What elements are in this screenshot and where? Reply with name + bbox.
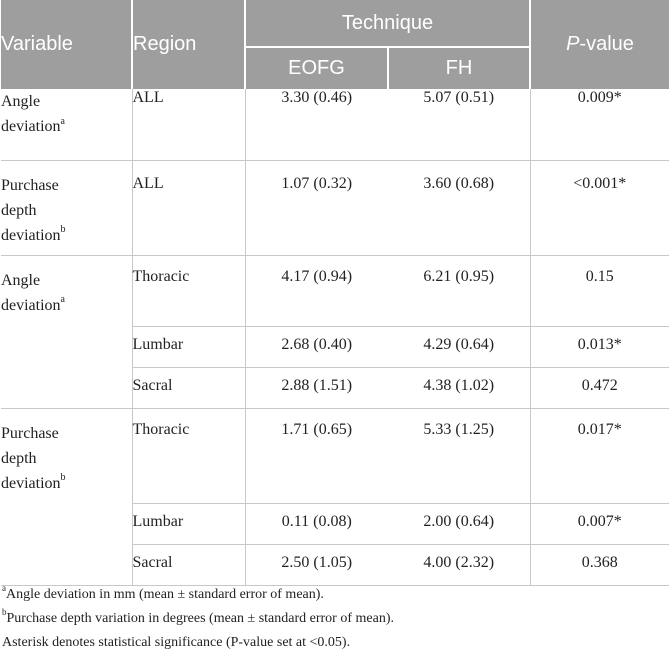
p-value-cell: <0.001* xyxy=(530,160,669,255)
table-footnotes xyxy=(2,583,394,655)
header-fh: FH xyxy=(388,47,530,89)
footnote-b: $^b$Purchase depth variation in degrees (mean ± standard error of mean). xyxy=(2,607,394,626)
variable-cell: Angle deviation$^a$ xyxy=(1,89,132,160)
p-value-cell: 0.017* xyxy=(530,408,669,503)
eofg-cell: 1.71 (0.65) xyxy=(245,408,388,503)
table-row xyxy=(1,255,669,326)
eofg-cell: 2.88 (1.51) xyxy=(245,367,388,408)
p-value-cell: 0.013* xyxy=(530,326,669,367)
eofg-cell: 4.17 (0.94) xyxy=(245,255,388,326)
header-p-italic: P xyxy=(566,33,580,55)
header-variable: Variable xyxy=(1,0,132,89)
p-value-cell: 0.472 xyxy=(530,367,669,408)
table-row xyxy=(1,160,669,255)
fh-cell: 5.07 (0.51) xyxy=(388,89,530,160)
header-eofg: EOFG xyxy=(245,47,388,89)
footnote-asterisk: Asterisk denotes statistical significance (P-value set at <0.05). xyxy=(2,635,351,650)
fh-cell: 4.29 (0.64) xyxy=(388,326,530,367)
header-technique: Technique xyxy=(245,0,530,47)
region-cell: ALL xyxy=(132,89,245,160)
region-cell: Sacral xyxy=(132,367,245,408)
variable-cell: Purchase depth deviation$^b$ xyxy=(1,408,132,585)
header-region: Region xyxy=(132,0,245,89)
p-value-cell: 0.368 xyxy=(530,544,669,585)
fh-cell: 2.00 (0.64) xyxy=(388,503,530,544)
eofg-cell: 0.11 (0.08) xyxy=(245,503,388,544)
fh-cell: 5.33 (1.25) xyxy=(388,408,530,503)
header-p-value xyxy=(530,0,669,89)
fh-cell: 4.00 (2.32) xyxy=(388,544,530,585)
fh-cell: 4.38 (1.02) xyxy=(388,367,530,408)
region-cell: Thoracic xyxy=(132,255,245,326)
p-value-cell: 0.007* xyxy=(530,503,669,544)
eofg-cell: 2.68 (0.40) xyxy=(245,326,388,367)
header-p-rest: -value xyxy=(579,33,634,55)
p-value-cell: 0.009* xyxy=(530,89,669,160)
table-row xyxy=(1,89,669,160)
eofg-cell: 2.50 (1.05) xyxy=(245,544,388,585)
results-table xyxy=(1,0,669,586)
region-cell: Thoracic xyxy=(132,408,245,503)
region-cell: Sacral xyxy=(132,544,245,585)
region-cell: Lumbar xyxy=(132,326,245,367)
region-cell: Lumbar xyxy=(132,503,245,544)
fh-cell: 6.21 (0.95) xyxy=(388,255,530,326)
eofg-cell: 1.07 (0.32) xyxy=(245,160,388,255)
p-value-cell: 0.15 xyxy=(530,255,669,326)
variable-cell: Angle deviation$^a$ xyxy=(1,255,132,408)
footnote-a: $^a$Angle deviation in mm (mean ± standard error of mean). xyxy=(2,583,324,602)
region-cell: ALL xyxy=(132,160,245,255)
table-row xyxy=(1,408,669,503)
fh-cell: 3.60 (0.68) xyxy=(388,160,530,255)
variable-cell: Purchase depth deviation$^b$ xyxy=(1,160,132,255)
eofg-cell: 3.30 (0.46) xyxy=(245,89,388,160)
